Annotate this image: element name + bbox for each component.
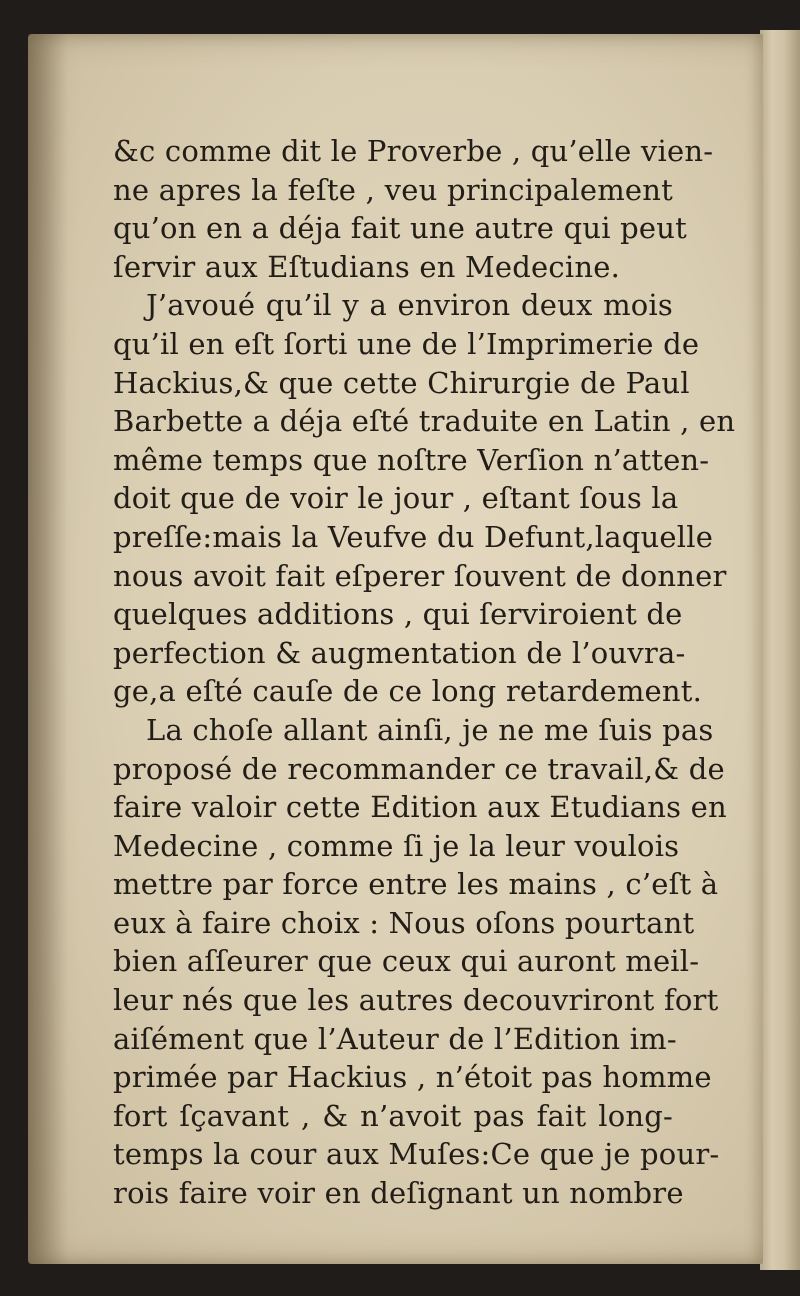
text-line: J’avoué qu’il y a environ deux mois bbox=[146, 288, 673, 323]
text-line: perfection & augmentation de l’ouvra- bbox=[113, 635, 686, 670]
text-line: faire valoir cette Edition aux Etudians en bbox=[113, 790, 727, 825]
text-line: La choſe allant ainſi, je ne me ſuis pas bbox=[146, 712, 714, 747]
text-line: nous avoit fait eſperer ſouvent de donner bbox=[113, 558, 727, 593]
text-line: doit que de voir le jour , eſtant ſous la bbox=[113, 481, 679, 516]
text-line: preſſe:mais la Veufve du Defunt,laquelle bbox=[113, 519, 714, 554]
page-fore-edge bbox=[760, 30, 800, 1270]
text-line: quelques additions , qui ſerviroient de bbox=[113, 597, 683, 632]
text-line: aiſément que l’Auteur de l’Edition im- bbox=[113, 1021, 677, 1056]
text-line: primée par Hackius , n’étoit pas homme bbox=[113, 1060, 712, 1095]
text-line: temps la cour aux Muſes:Ce que je pour- bbox=[113, 1137, 720, 1172]
text-line: bien aſſeurer que ceux qui auront meil- bbox=[113, 944, 700, 979]
text-line: rois faire voir en deſignant un nombre bbox=[113, 1176, 684, 1211]
text-line: qu’il en eſt ſorti une de l’Imprimerie de bbox=[113, 326, 700, 361]
text-line: ne apres la feſte , veu principalement bbox=[113, 172, 673, 207]
body-text bbox=[113, 132, 736, 1213]
text-line: eux à faire choix : Nous oſons pourtant bbox=[113, 905, 695, 940]
text-line: fort ſçavant , & n’avoit pas fait long- bbox=[113, 1098, 673, 1133]
text-line: qu’on en a déja fait une autre qui peut bbox=[113, 211, 687, 246]
text-line: Medecine , comme ſi je la leur voulois bbox=[113, 828, 680, 863]
text-line: leur nés que les autres decouvriront fort bbox=[113, 983, 719, 1018]
text-line: mettre par force entre les mains , c’eſt à bbox=[113, 867, 719, 902]
text-line: ſervir aux Eſtudians en Medecine. bbox=[113, 249, 620, 284]
text-line: &c comme dit le Proverbe , qu’elle vien- bbox=[113, 134, 714, 168]
spine-shadow bbox=[28, 34, 68, 1264]
text-line: Hackius,& que cette Chirurgie de Paul bbox=[113, 365, 690, 400]
text-line: ge,a eſté cauſe de ce long retardement. bbox=[113, 674, 703, 709]
text-line: même temps que noſtre Verſion n’atten- bbox=[113, 442, 710, 477]
text-line: Barbette a déja eſté traduite en Latin , en bbox=[113, 404, 736, 439]
text-line: proposé de recommander ce travail,& de bbox=[113, 751, 725, 786]
